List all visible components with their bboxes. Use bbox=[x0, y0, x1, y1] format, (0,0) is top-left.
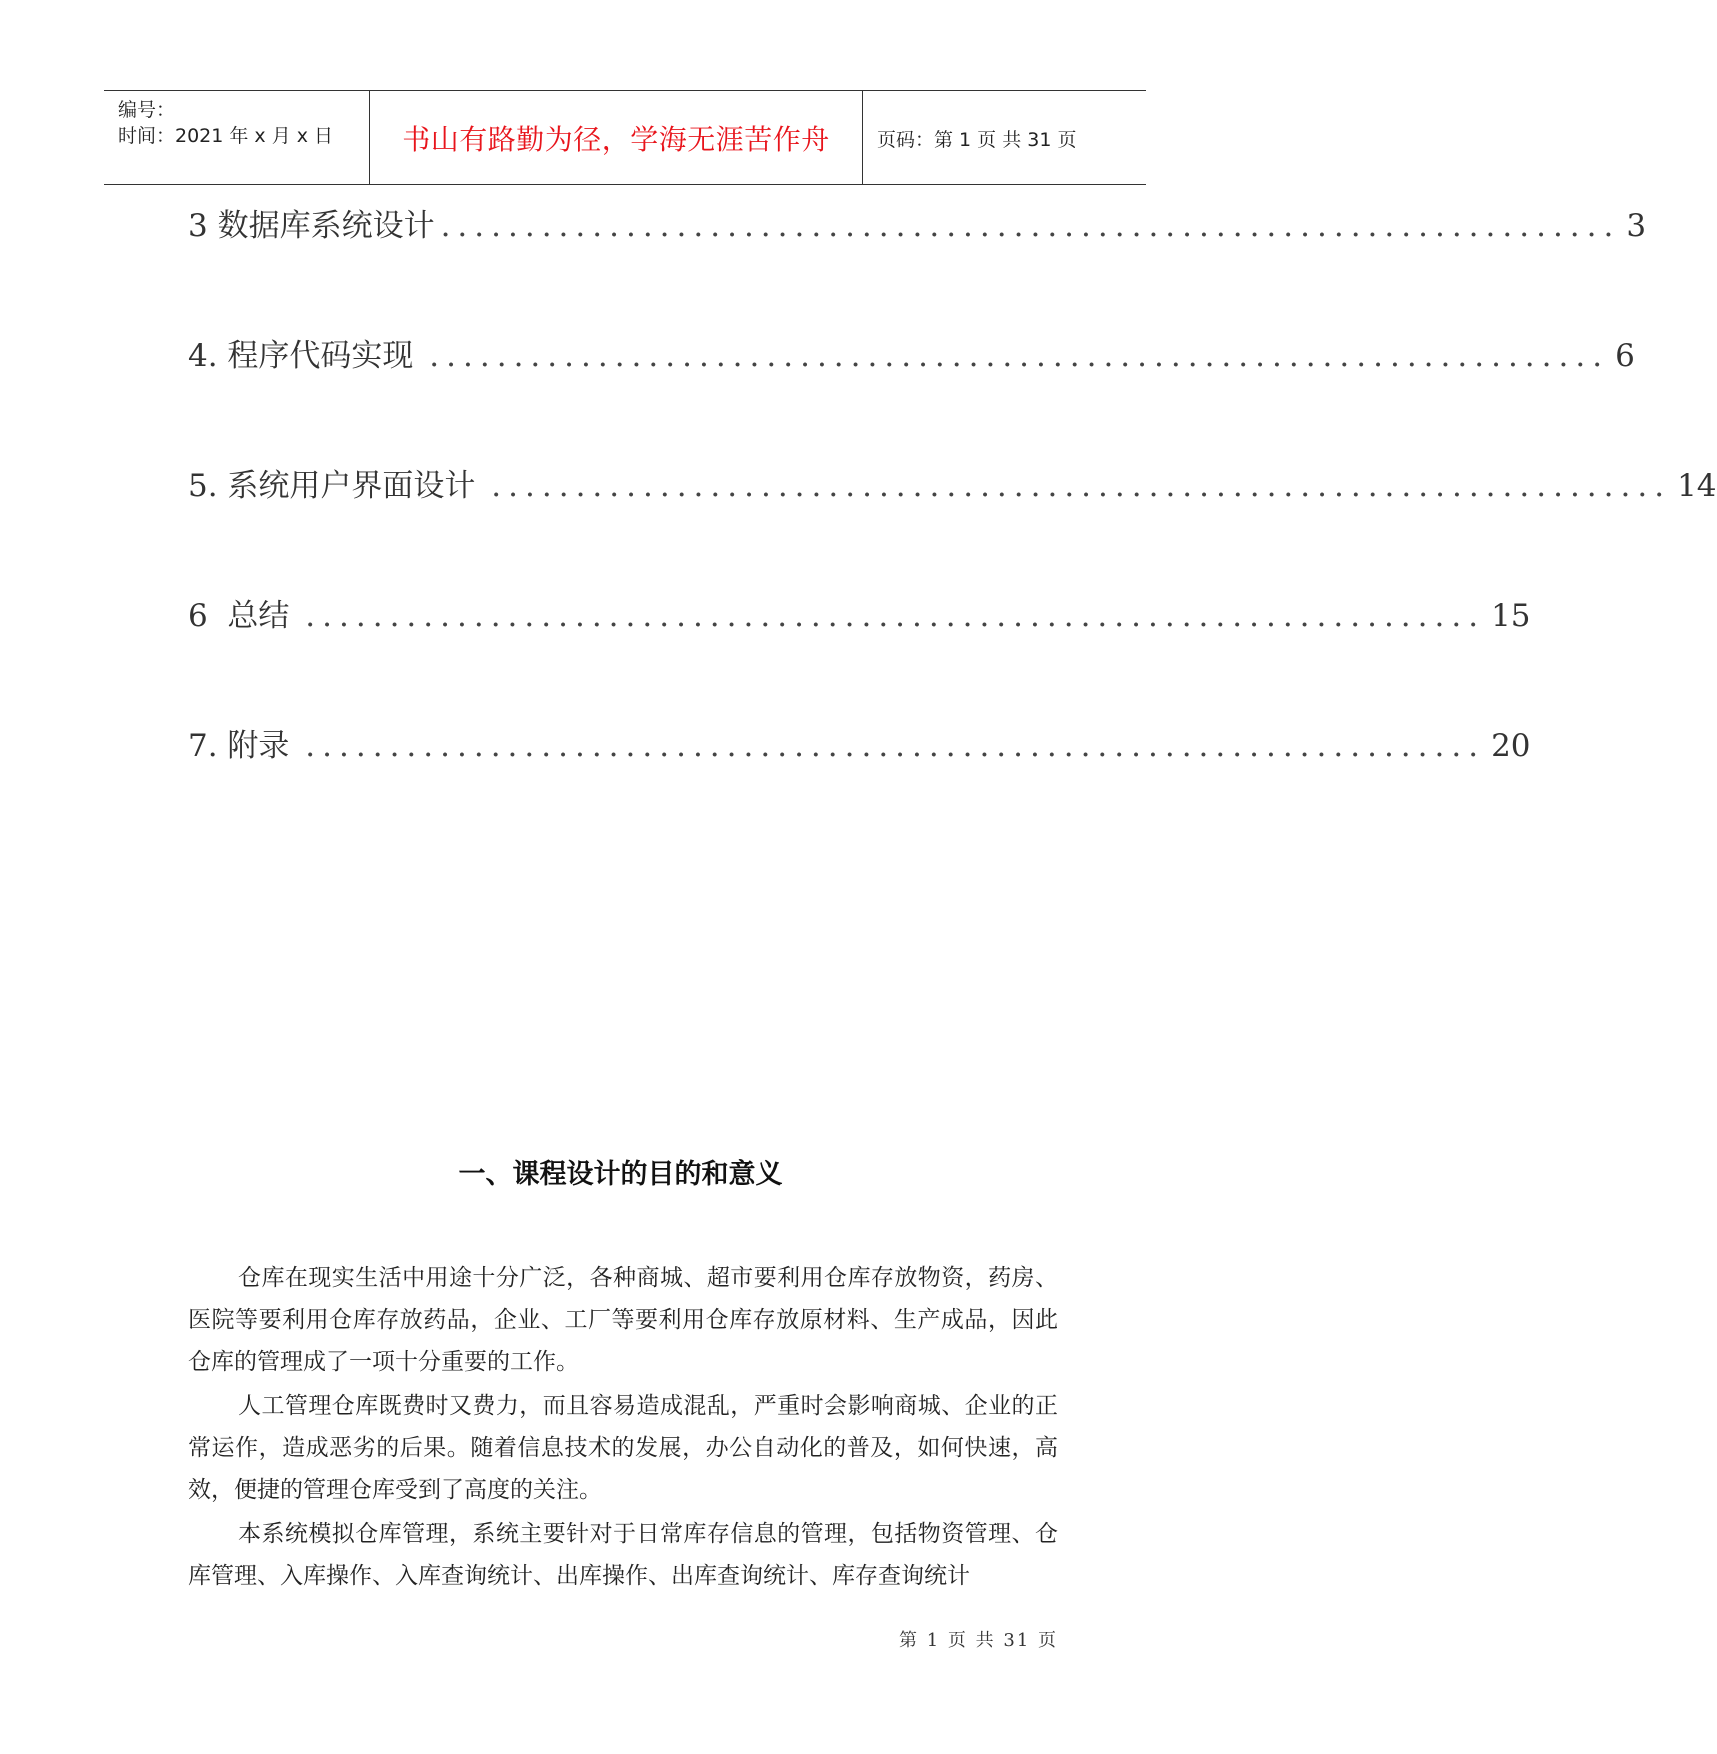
section-body bbox=[188, 1257, 1058, 1599]
toc-leader-dots: ...................................................................... bbox=[305, 598, 1486, 634]
toc-entry-page: 14 bbox=[1677, 468, 1717, 504]
toc-entry[interactable] bbox=[188, 590, 1531, 634]
body-paragraph: 人工管理仓库既费时又费力，而且容易造成混乱，严重时会影响商城、企业的正常运作，造成恶劣的后果。随着信息技术的发展，办公自动化的普及，如何快速，高效，便捷的管理仓库受到了高度的关注。 bbox=[188, 1393, 1058, 1503]
document-header bbox=[104, 90, 1146, 185]
toc-entry-title: 6 总结 bbox=[188, 598, 300, 634]
page-footer: 第 1 页 共 31 页 bbox=[899, 1630, 1058, 1651]
header-motto-cell bbox=[369, 91, 863, 184]
toc-entry-title: 7. 附录 bbox=[188, 728, 300, 764]
toc-entry[interactable] bbox=[188, 330, 1635, 374]
body-paragraph: 仓库在现实生活中用途十分广泛，各种商城、超市要利用仓库存放物资，药房、医院等要利用仓库存放药品，企业、工厂等要利用仓库存放原材料、生产成品，因此仓库的管理成了一项十分重要的工作。 bbox=[188, 1265, 1058, 1375]
toc-entry-page: 15 bbox=[1491, 598, 1531, 634]
body-paragraph: 本系统模拟仓库管理，系统主要针对于日常库存信息的管理，包括物资管理、仓库管理、入库操作、入库查询统计、出库操作、出库查询统计、库存查询统计 bbox=[188, 1521, 1058, 1589]
header-page-cell bbox=[863, 91, 1146, 184]
header-motto: 书山有路勤为径，学海无涯苦作舟 bbox=[402, 123, 830, 156]
section-title: 一、课程设计的目的和意义 bbox=[458, 1159, 783, 1190]
toc-entry-page: 3 bbox=[1626, 208, 1647, 244]
header-page-code: 页码：第 1 页 共 31 页 bbox=[877, 129, 1077, 151]
document-number-label: 编号： bbox=[118, 99, 176, 121]
toc-entry[interactable] bbox=[188, 200, 1647, 244]
toc-leader-dots: ...................................................................... bbox=[491, 468, 1672, 504]
toc-entry[interactable] bbox=[188, 460, 1717, 504]
toc-entry-title: 5. 系统用户界面设计 bbox=[188, 468, 486, 504]
toc-entry-title: 4. 程序代码实现 bbox=[188, 338, 424, 374]
toc-entry-page: 20 bbox=[1491, 728, 1531, 764]
toc-entry[interactable] bbox=[188, 720, 1531, 764]
document-time-label: 时间：2021 年 x 月 x 日 bbox=[118, 125, 334, 147]
toc-leader-dots: ...................................................................... bbox=[440, 208, 1621, 244]
header-meta-cell bbox=[104, 91, 369, 184]
toc-entry-title: 3 数据库系统设计 bbox=[188, 208, 435, 244]
toc-leader-dots: ...................................................................... bbox=[429, 338, 1610, 374]
toc-leader-dots: ...................................................................... bbox=[305, 728, 1486, 764]
toc-entry-page: 6 bbox=[1615, 338, 1635, 374]
